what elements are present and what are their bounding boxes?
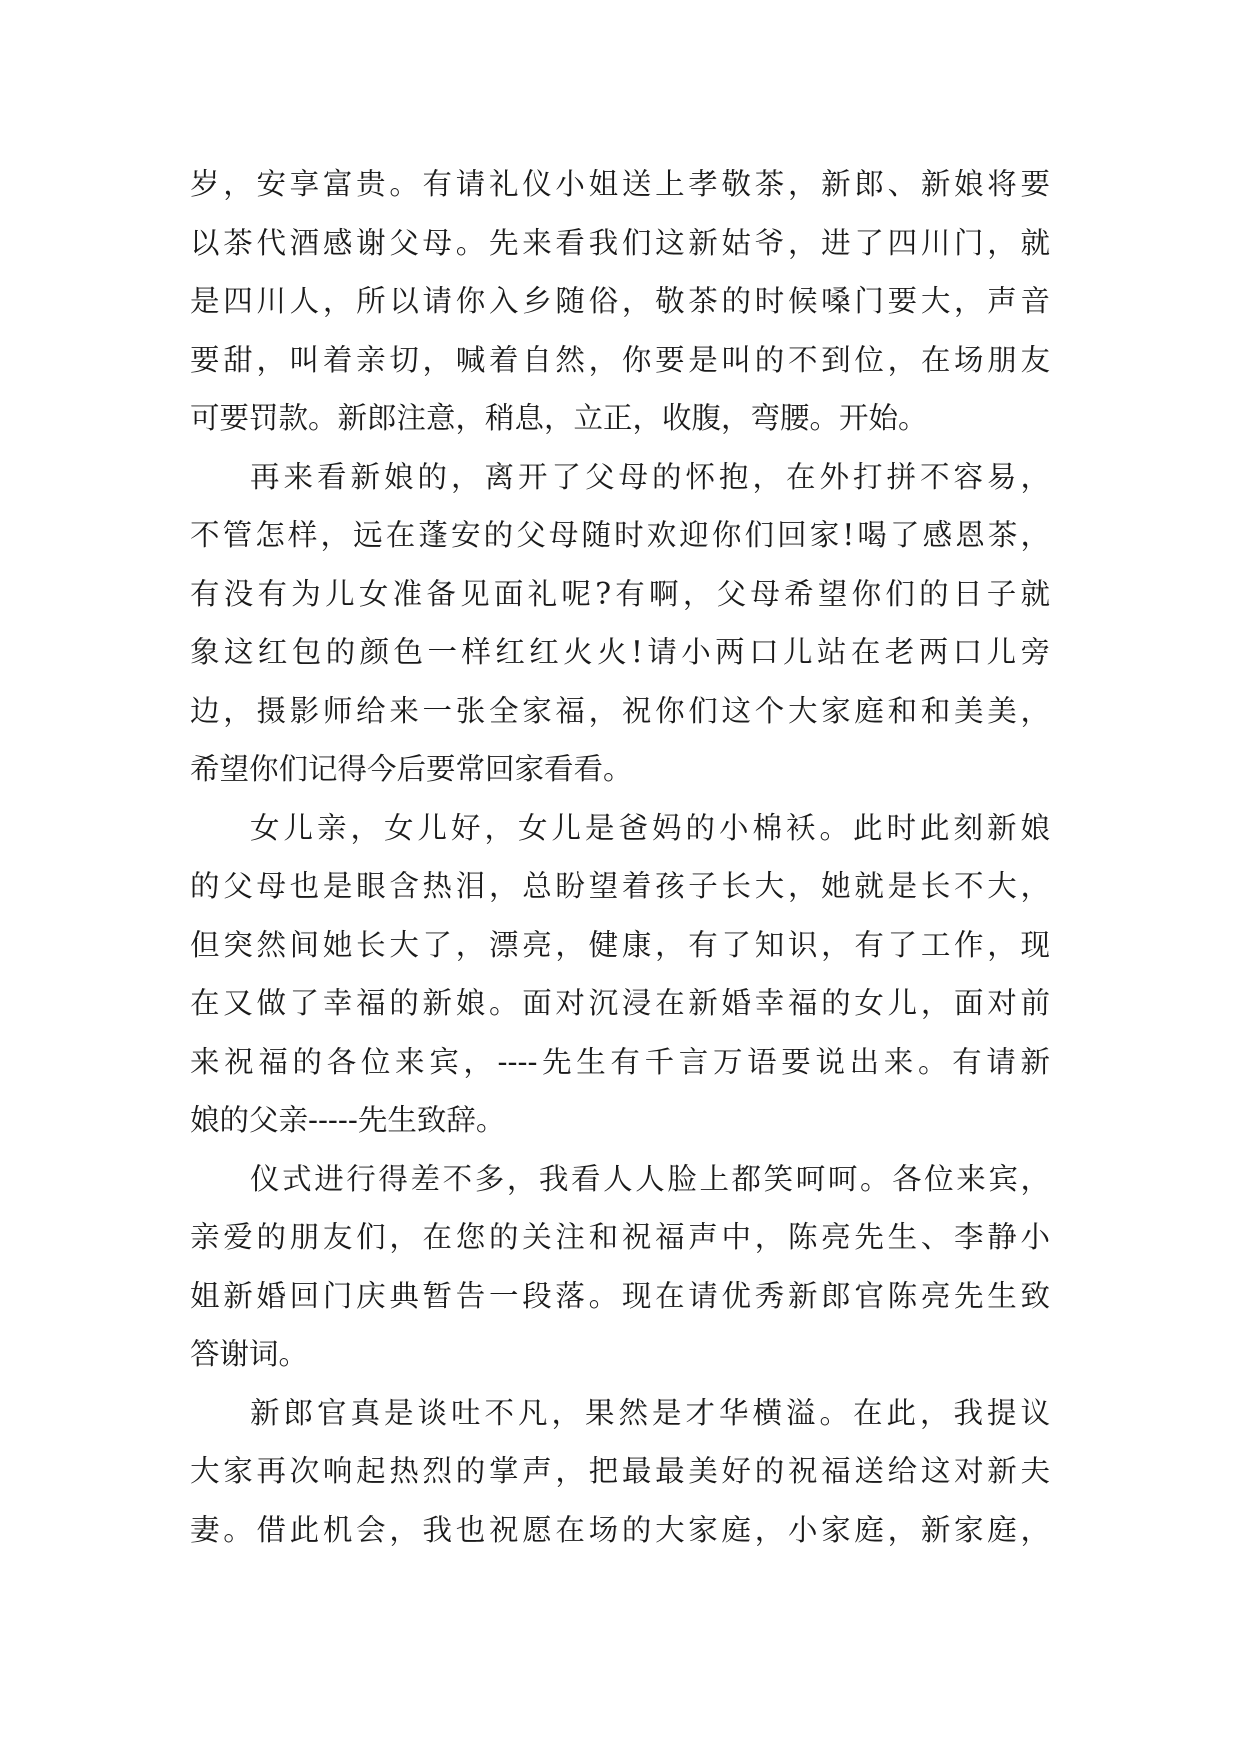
text-line: 要甜，叫着亲切，喊着自然，你要是叫的不到位，在场朋友	[190, 342, 1050, 377]
text-line: 答谢词。	[190, 1337, 309, 1371]
text-line: 象这红包的颜色一样红红火火!请小两口儿站在老两口儿旁	[190, 635, 1050, 669]
text-line: 以茶代酒感谢父母。先来看我们这新姑爷，进了四川门，就	[190, 225, 1050, 260]
text-line: 岁，安享富贵。有请礼仪小姐送上孝敬茶，新郎、新娘将要	[190, 167, 1050, 201]
text-line: 新郎官真是谈吐不凡，果然是才华横溢。在此，我提议	[250, 1395, 1050, 1430]
text-line: 大家再次响起热烈的掌声，把最最美好的祝福送给这对新夫	[190, 1454, 1050, 1488]
text-line: 再来看新娘的，离开了父母的怀抱，在外打拼不容易，	[250, 459, 1050, 494]
text-line: 希望你们记得今后要常回家看看。	[190, 752, 633, 786]
text-line: 但突然间她长大了，漂亮，健康，有了知识，有了工作，现	[190, 927, 1050, 962]
paragraph	[190, 1150, 1050, 1384]
text-line: 仪式进行得差不多，我看人人脸上都笑呵呵。各位来宾，	[250, 1161, 1050, 1196]
text-line: 来祝福的各位来宾，----先生有千言万语要说出来。有请新	[190, 1044, 1050, 1079]
text-line: 不管怎样，远在蓬安的父母随时欢迎你们回家!喝了感恩茶，	[190, 518, 1050, 552]
text-line: 亲爱的朋友们，在您的关注和祝福声中，陈亮先生、李静小	[190, 1220, 1050, 1254]
text-line: 娘的父亲-----先生致辞。	[190, 1103, 506, 1137]
paragraph	[190, 155, 1050, 448]
text-line: 的父母也是眼含热泪，总盼望着孩子长大，她就是长不大，	[190, 869, 1050, 903]
text-line: 是四川人，所以请你入乡随俗，敬茶的时候嗓门要大，声音	[190, 284, 1050, 318]
text-line: 在又做了幸福的新娘。面对沉浸在新婚幸福的女儿，面对前	[190, 986, 1050, 1020]
text-line: 有没有为儿女准备见面礼呢?有啊，父母希望你们的日子就	[190, 576, 1050, 611]
document-body	[190, 155, 1050, 1559]
text-line: 女儿亲，女儿好，女儿是爸妈的小棉袄。此时此刻新娘	[250, 810, 1050, 845]
paragraph	[190, 799, 1050, 1150]
paragraph	[190, 1384, 1050, 1560]
text-line: 边，摄影师给来一张全家福，祝你们这个大家庭和和美美，	[190, 693, 1050, 728]
text-line: 妻。借此机会，我也祝愿在场的大家庭，小家庭，新家庭，	[190, 1512, 1050, 1547]
paragraph	[190, 448, 1050, 799]
text-line: 姐新婚回门庆典暂告一段落。现在请优秀新郎官陈亮先生致	[190, 1278, 1050, 1313]
text-line: 可要罚款。新郎注意，稍息，立正，收腹，弯腰。开始。	[190, 401, 928, 435]
